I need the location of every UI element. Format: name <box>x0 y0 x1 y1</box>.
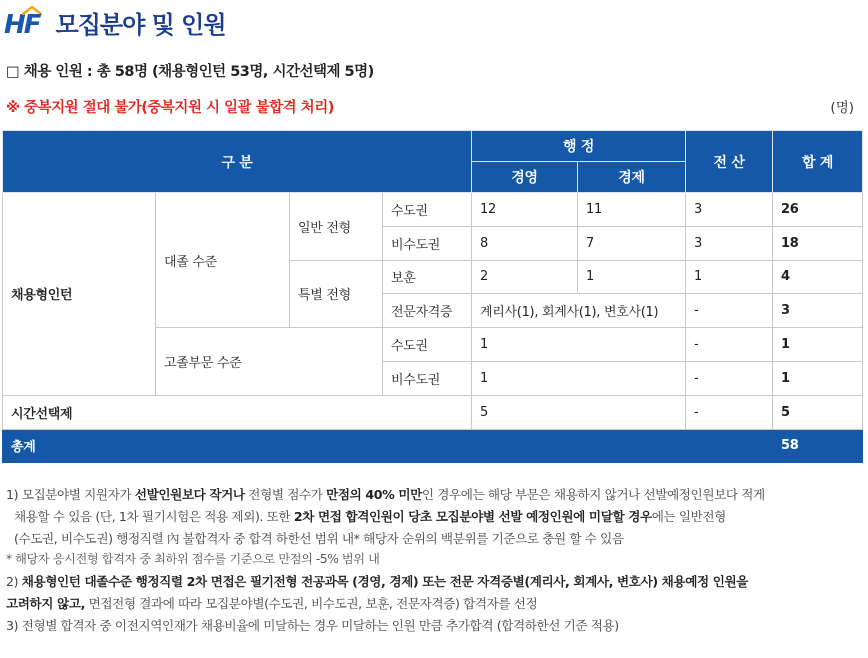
unit-label: (명) <box>830 100 854 116</box>
management-cell: 12 <box>472 193 578 227</box>
note-emphasis: 선발인원보다 작거나 <box>134 487 245 502</box>
recruitment-table <box>2 130 863 463</box>
note-1-footnote: * 해당자 응시전형 합격자 중 최하위 점수를 기준으로 만점의 -5% 범위 내 <box>6 552 380 567</box>
it-cell: 3 <box>686 226 773 260</box>
note-text: 채용할 수 있음 (단, 1차 필기시험은 적용 제외). 또한 <box>14 508 294 524</box>
total-cell: 18 <box>773 226 863 260</box>
track-special: 특별 전형 <box>290 260 383 328</box>
note-1-line-1 <box>6 484 862 506</box>
note-emphasis: 만점의 40% 미만 <box>326 487 422 502</box>
combined-cell: 5 <box>472 395 686 429</box>
region-cell: 비수도권 <box>383 361 472 395</box>
region-cell: 수도권 <box>383 328 472 362</box>
it-cell: - <box>686 328 773 362</box>
note-text: 1) 모집분야별 지원자가 <box>6 487 135 502</box>
header-management: 경영 <box>472 162 578 193</box>
management-cell: 2 <box>472 260 578 294</box>
economics-cell: 1 <box>578 260 686 294</box>
header-economics: 경제 <box>578 162 686 193</box>
table-row <box>3 395 863 429</box>
note-1-line-2 <box>6 506 862 528</box>
note-text: 에는 일반전형 <box>651 508 726 524</box>
note-text: 인 경우에는 해당 부문은 채용하지 않거나 선발예정인원보다 적게 <box>421 487 765 502</box>
economics-cell: 7 <box>578 226 686 260</box>
table-row <box>3 193 863 227</box>
total-cell: 1 <box>773 328 863 362</box>
notes <box>6 484 862 637</box>
category-intern: 채용형인턴 <box>3 193 156 396</box>
level-highschool: 고졸부문 수준 <box>156 328 383 396</box>
region-cell: 보훈 <box>383 260 472 294</box>
region-cell: 수도권 <box>383 193 472 227</box>
it-cell: - <box>686 395 773 429</box>
grand-total-value: 58 <box>773 429 863 462</box>
economics-cell: 11 <box>578 193 686 227</box>
grand-total-label: 총계 <box>3 429 773 462</box>
hf-logo <box>4 5 42 39</box>
it-cell: - <box>686 361 773 395</box>
level-college: 대졸 수준 <box>156 193 290 328</box>
region-cell: 비수도권 <box>383 226 472 260</box>
total-cell: 3 <box>773 294 863 328</box>
category-parttime: 시간선택제 <box>3 395 472 429</box>
logo-letter-h: H <box>4 10 24 40</box>
duplicate-warning: ※ 중복지원 절대 불가(중복지원 시 일괄 불합격 처리) <box>6 100 334 116</box>
header-admin: 행 정 <box>472 131 686 162</box>
note-emphasis: 채용형인턴 대졸수준 행정직렬 2차 면접은 필기전형 전공과목 (경영, 경제) 또는 전문 자격증별(계리사, 회계사, 변호사) 채용예정 인원을 <box>21 574 749 590</box>
it-cell: 3 <box>686 193 773 227</box>
total-cell: 4 <box>773 260 863 294</box>
total-cell: 5 <box>773 395 863 429</box>
grand-total-row <box>3 429 863 462</box>
note-1-line-3: (수도권, 비수도권) 행정직렬 內 불합격자 중 합격 하한선 범위 내* 해당자 순위의 백분위를 기준으로 충원 할 수 있음 <box>14 530 624 546</box>
header-total: 합 계 <box>773 131 863 193</box>
it-cell: 1 <box>686 260 773 294</box>
combined-cell: 1 <box>472 328 686 362</box>
management-cell: 8 <box>472 226 578 260</box>
note-text: 2) <box>6 574 22 590</box>
combined-cell: 계리사(1), 회계사(1), 변호사(1) <box>472 294 686 328</box>
page-title: 모집분야 및 인원 <box>55 10 226 39</box>
logo-letter-f: F <box>23 10 42 40</box>
track-general: 일반 전형 <box>290 193 383 261</box>
region-cell: 전문자격증 <box>383 294 472 328</box>
note-2-line-1 <box>6 571 862 593</box>
note-emphasis: 2차 면접 합격인원이 당초 모집분야별 선발 예정인원에 미달할 경우 <box>293 508 652 524</box>
page-header <box>4 2 226 42</box>
note-2-line-2 <box>6 593 862 615</box>
total-cell: 26 <box>773 193 863 227</box>
it-cell: - <box>686 294 773 328</box>
note-emphasis: 고려하지 않고, <box>6 595 85 611</box>
header-it: 전 산 <box>686 131 773 193</box>
header-category: 구 분 <box>3 131 472 193</box>
total-cell: 1 <box>773 361 863 395</box>
note-3: 3) 전형별 합격자 중 이전지역인재가 채용비율에 미달하는 경우 미달하는 인원 만큼 추가합격 (합격하한선 기준 적용) <box>6 617 619 633</box>
recruit-summary: □ 채용 인원 : 총 58명 (채용형인턴 53명, 시간선택제 5명) <box>6 64 374 80</box>
note-text: 전형별 점수가 <box>244 487 327 502</box>
note-text: 면접전형 결과에 따라 모집분야별(수도권, 비수도권, 보훈, 전문자격증) 합격자를 선정 <box>84 595 538 611</box>
combined-cell: 1 <box>472 361 686 395</box>
